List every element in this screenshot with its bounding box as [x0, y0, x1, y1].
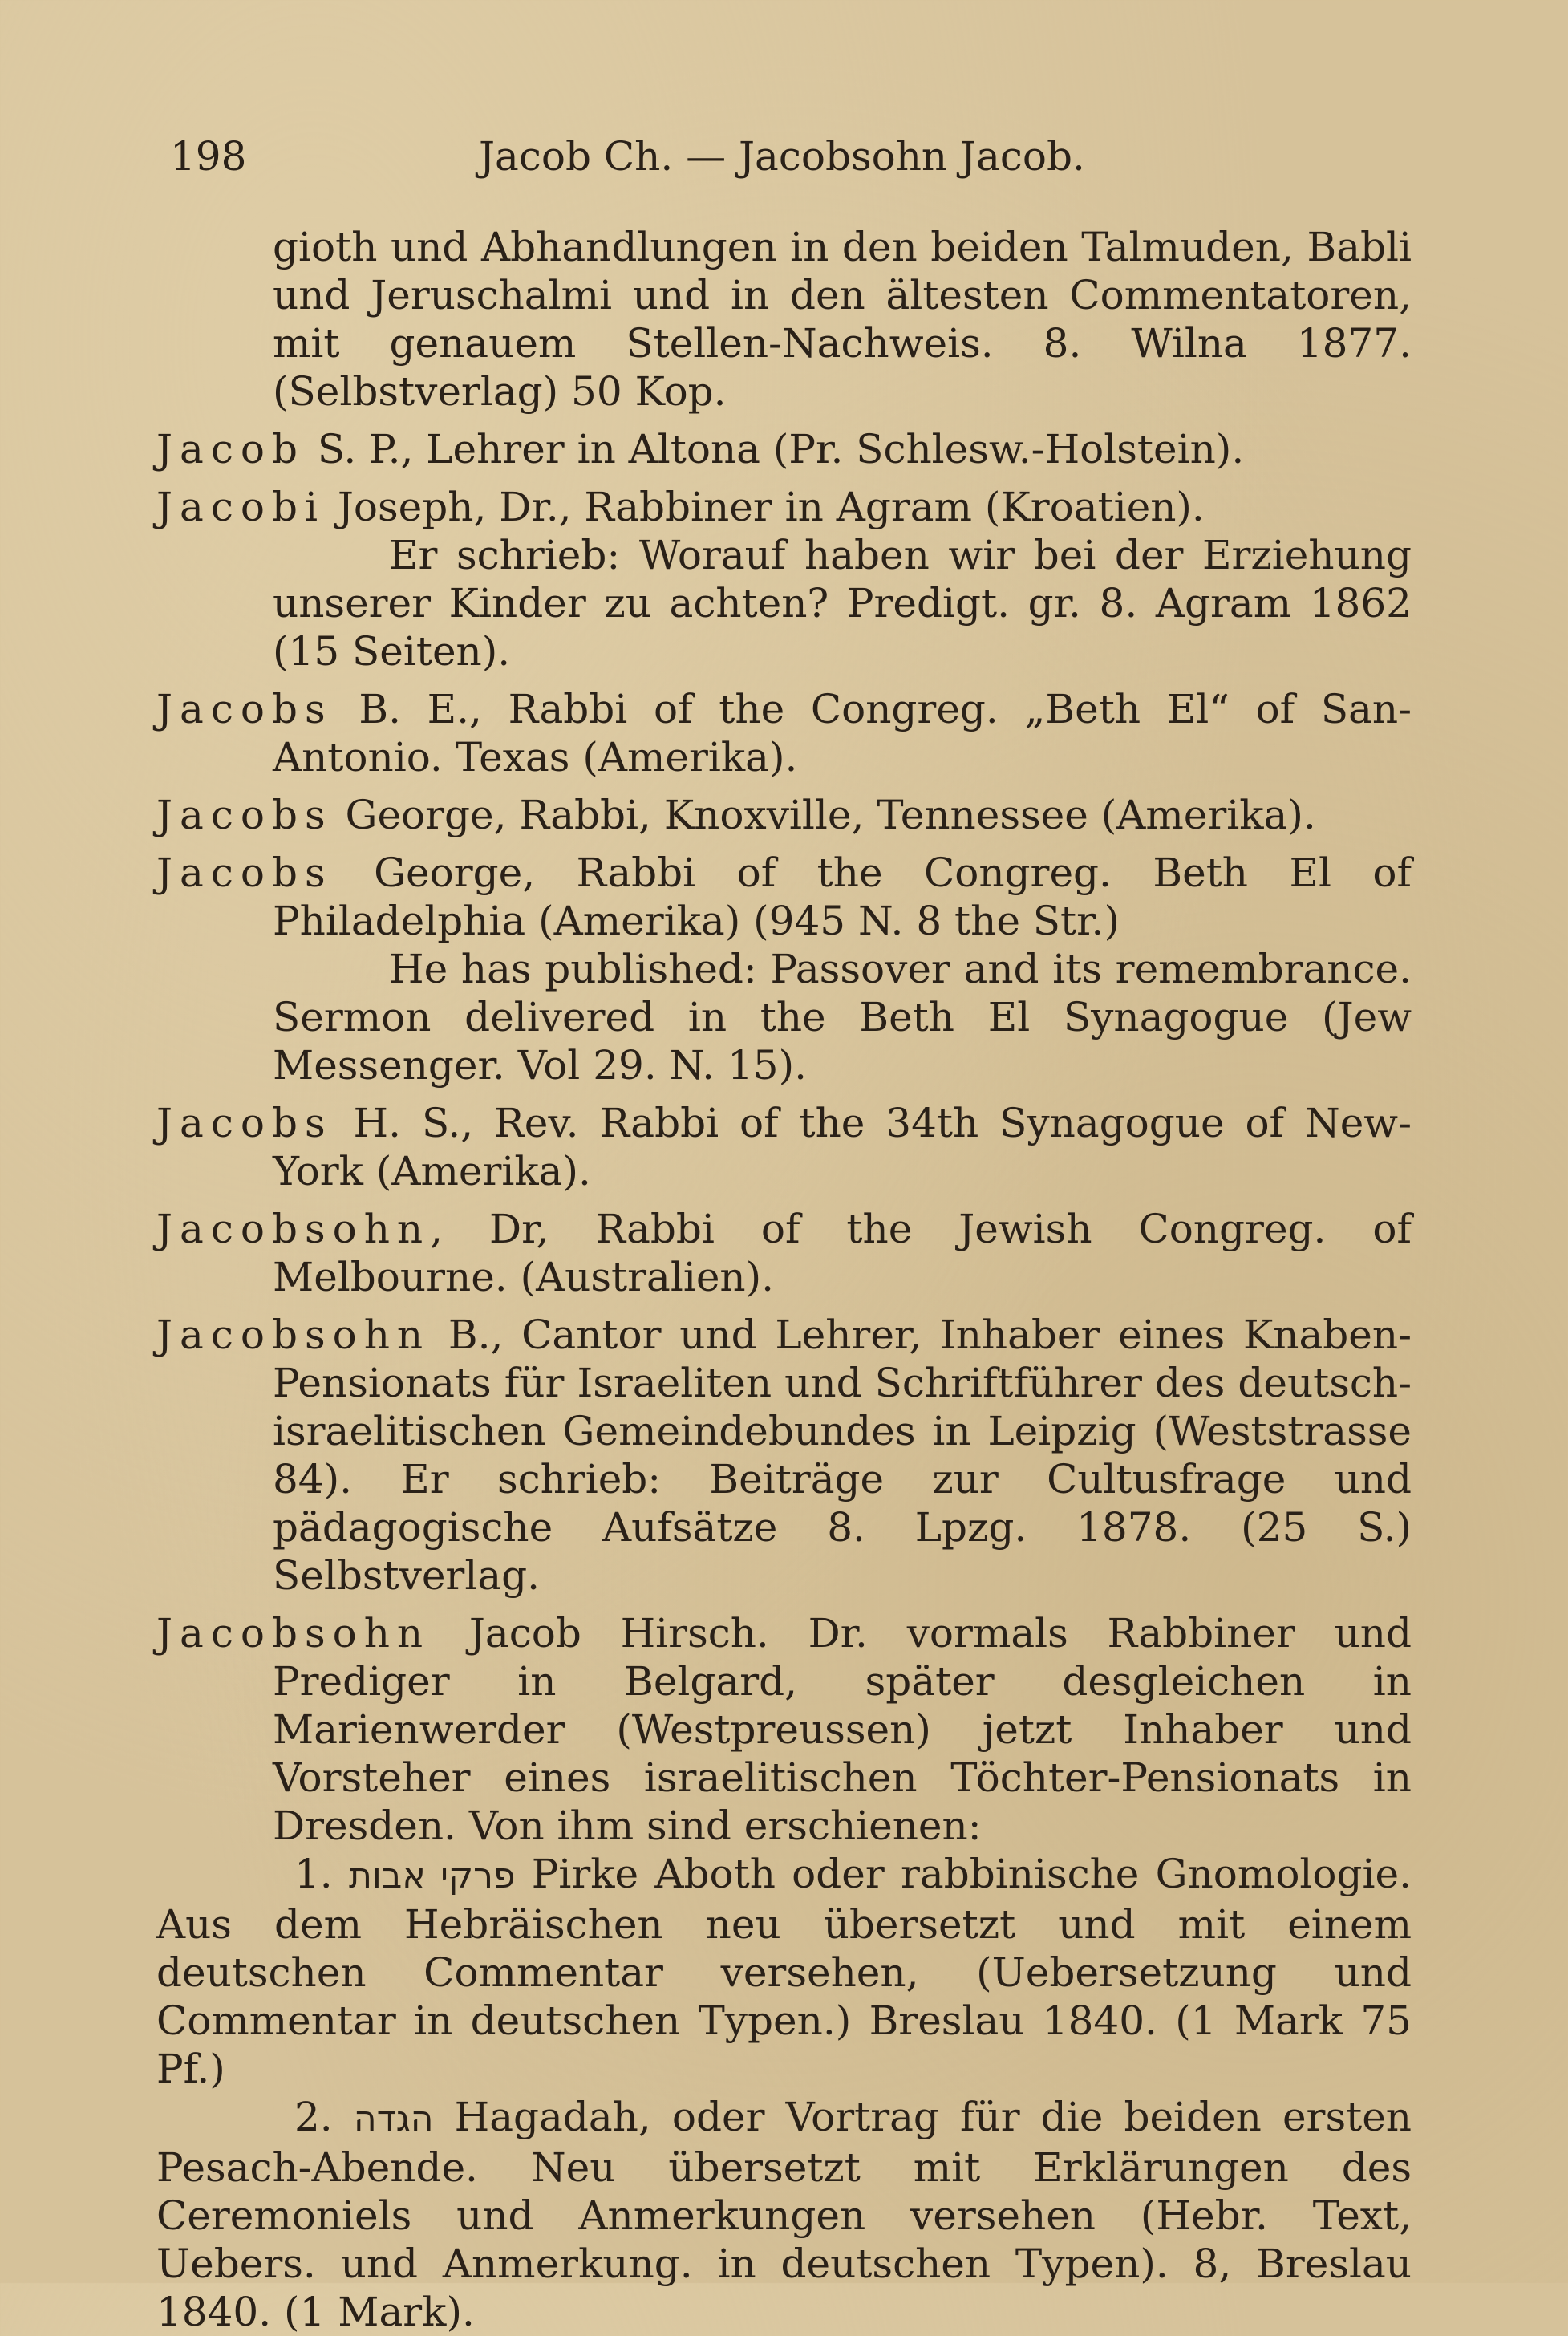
entry-jacobs-be [156, 685, 1412, 781]
entry-text: George, Rabbi of the Congreg. Beth El of Philadelphia (Amerika) (945 N. 8 the Str.) [273, 850, 1412, 944]
entry-jacobsohn-jacob-hirsch [156, 1609, 1412, 1850]
entry-jacob-sp [156, 425, 1412, 473]
running-title: Jacob Ch. — Jacobsohn Jacob. [479, 133, 1085, 180]
body-text [156, 223, 1412, 2336]
entry-jacobsohn-b [156, 1311, 1412, 1600]
entry-text: B., Cantor und Lehrer, Inhaber eines Knaben-Pensionats für Israeliten und Schriftführer des deutsch-israelitischen Gemeindebundes in Leipzig (Weststrasse 84). Er schrieb: Beiträge zur Cultusfrage und pädagogische Aufsätze 8. Lpzg. 1878. (25 S.) Selbstverlag. [273, 1312, 1412, 1599]
page-number: 198 [170, 133, 247, 180]
entry-text: Joseph, Dr., Rabbiner in Agram (Kroatien). [324, 484, 1205, 530]
entry-name: Jacobi [156, 484, 325, 530]
entry-jacobi-joseph [156, 483, 1412, 531]
entry-text: H. S., Rev. Rabbi of the 34th Synagogue of New-York (Amerika). [273, 1100, 1412, 1194]
entry-name: Jacobs [156, 792, 333, 838]
hebrew-title: הגדה [353, 2099, 434, 2139]
entry-name: Jacobsohn [156, 1206, 431, 1252]
entry-name: Jacobsohn [156, 1312, 431, 1358]
entry-publication [156, 531, 1412, 675]
work-item-pirke-aboth [156, 1850, 1412, 2093]
hebrew-title: פרקי אבות [348, 1855, 516, 1896]
entry-jacobs-george-knoxville [156, 791, 1412, 839]
entry-name: Jacob [156, 426, 305, 472]
work-number: 2. [294, 2094, 333, 2140]
entry-name: Jacobs [156, 850, 333, 896]
work-number: 1. [294, 1851, 333, 1897]
entry-publication [156, 945, 1412, 1089]
publication-text: Er schrieb: Worauf haben wir bei der Erziehung unserer Kinder zu achten? Predigt. gr. 8. Agram 1862 (15 Seiten). [273, 532, 1412, 675]
work-item-hagadah [156, 2093, 1412, 2336]
entry-text: S. P., Lehrer in Altona (Pr. Schlesw.-Holstein). [304, 426, 1245, 472]
entry-name: Jacobs [156, 686, 333, 732]
entry-jacobs-george-philadelphia [156, 849, 1412, 945]
entry-name: Jacobs [156, 1100, 333, 1146]
work-text: Hagadah, oder Vortrag für die beiden ersten Pesach-Abende. Neu übersetzt mit Erklärungen des Ceremoniels und Anmerkungen versehen (Hebr. Text, Uebers. und Anmerkung. in deutschen Typen). 8, Breslau 1840. (1 Mark). [156, 2094, 1412, 2335]
entry-text: B. E., Rabbi of the Congreg. „Beth El“ of San-Antonio. Texas (Amerika). [273, 686, 1412, 781]
entry-name: Jacobsohn [156, 1610, 431, 1657]
running-head [170, 128, 1421, 185]
entry-text: gioth und Abhandlungen in den beiden Talmuden, Babli und Jeruschalmi und in den ältesten Commentatoren, mit genauem Stellen-Nachweis. 8. Wilna 1877. (Selbstverlag) 50 Kop. [273, 224, 1412, 415]
publication-text: He has published: Passover and its remembrance. Sermon delivered in the Beth El Synagogue (Jew Messenger. Vol 29. N. 15). [273, 946, 1412, 1089]
work-text: Pirke Aboth oder rabbinische Gnomologie. Aus dem Hebräischen neu übersetzt und mit einem deutschen Commentar versehen, (Uebersetzung und Commentar in deutschen Typen.) Breslau 1840. (1 Mark 75 Pf.) [156, 1851, 1412, 2092]
entry-jacobsohn-melbourne [156, 1205, 1412, 1301]
entry-text: Jacob Hirsch. Dr. vormals Rabbiner und Prediger in Belgard, später desgleichen in Marienwerder (Westpreussen) jetzt Inhaber und Vorsteher eines israelitischen Töchter-Pensionats in Dresden. Von ihm sind erschienen: [273, 1610, 1412, 1849]
entry-continuation [156, 223, 1412, 416]
entry-text: , Dr, Rabbi of the Jewish Congreg. of Melbourne. (Australien). [273, 1206, 1412, 1300]
entry-text: George, Rabbi, Knoxville, Tennessee (Amerika). [332, 792, 1316, 838]
entry-jacobs-hs [156, 1099, 1412, 1195]
